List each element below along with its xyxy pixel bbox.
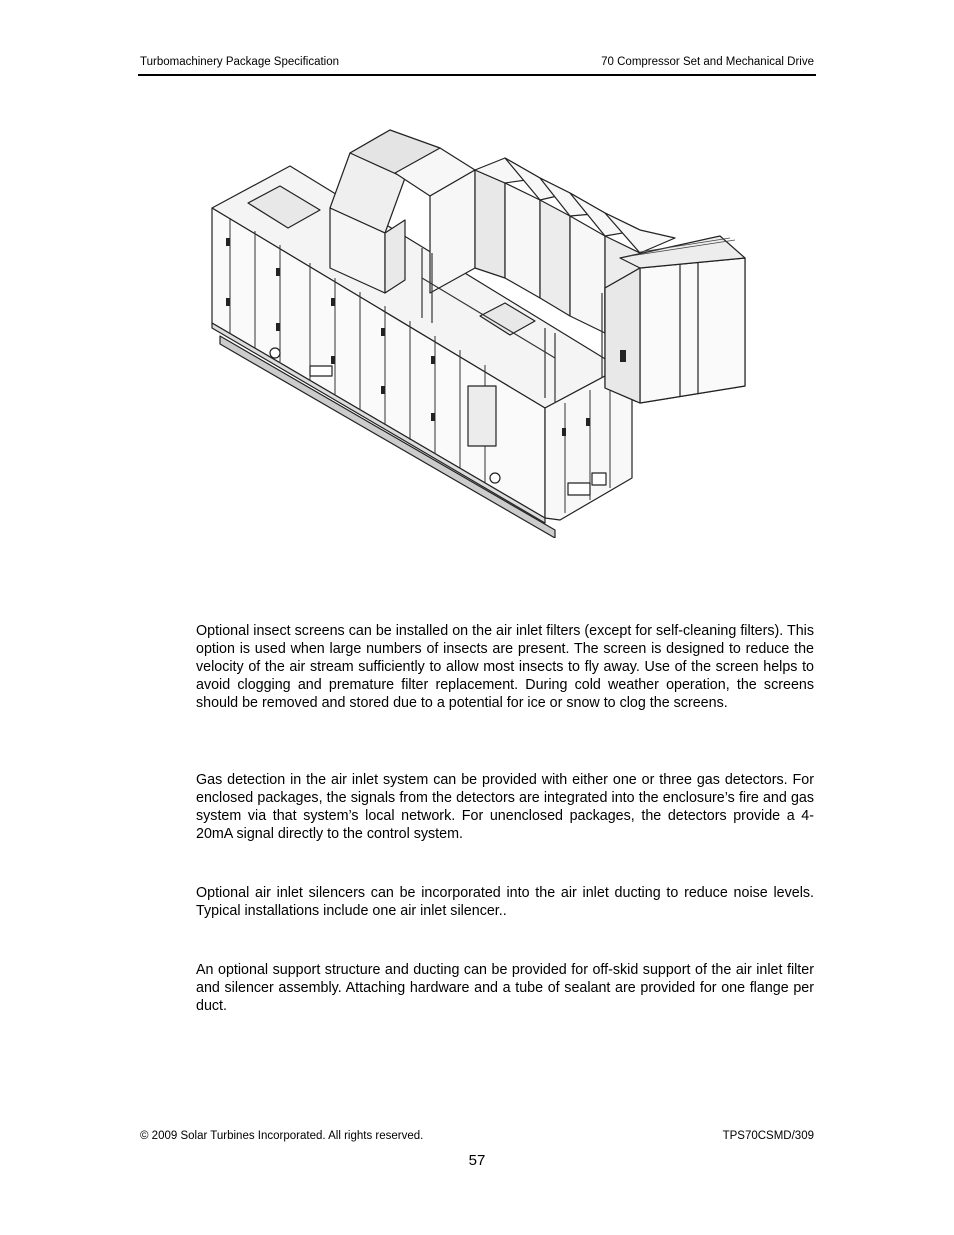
header-document-title: Turbomachinery Package Specification — [140, 56, 340, 68]
header-rule — [138, 74, 816, 76]
paragraph-gas-detection: Gas detection in the air inlet system can be provided with either one or three gas detectors. For enclosed packages, the signals from the detectors are integrated into the enclosure’s fire and gas system via that system’s local network. For unenclosed packages, the detectors provide a 4-20mA signal directly to the control system. — [196, 772, 814, 842]
paragraph-insect-screens: Optional insect screens can be installed on the air inlet filters (except for self-cleaning filters). This option is used when large numbers of insects are present. The screen is designed to reduce the velocity of the air stream sufficiently to allow most insects to fly away. Use of the screen helps to avoid clogging and premature filter replacement. During cold weather operation, the screens should be removed and stored due to a potential for ice or snow to clog the screens. — [196, 623, 814, 711]
header-section-title: 70 Compressor Set and Mechanical Drive — [601, 56, 814, 68]
package-enclosure-drawing — [200, 118, 760, 538]
paragraph-support-structure: An optional support structure and ducting can be provided for off-skid support of the air inlet filter and silencer assembly. Attaching hardware and a tube of sealant are provided for one flange per duct. — [196, 962, 814, 1014]
footer-copyright: © 2009 Solar Turbines Incorporated. All rights reserved. — [140, 1130, 424, 1142]
package-enclosure-figure — [200, 118, 760, 538]
page-number: 57 — [468, 1152, 486, 1169]
footer-document-id: TPS70CSMD/309 — [722, 1130, 814, 1142]
paragraph-inlet-silencers: Optional air inlet silencers can be incorporated into the air inlet ducting to reduce noise levels. Typical installations include one air inlet silencer.. — [196, 885, 814, 919]
